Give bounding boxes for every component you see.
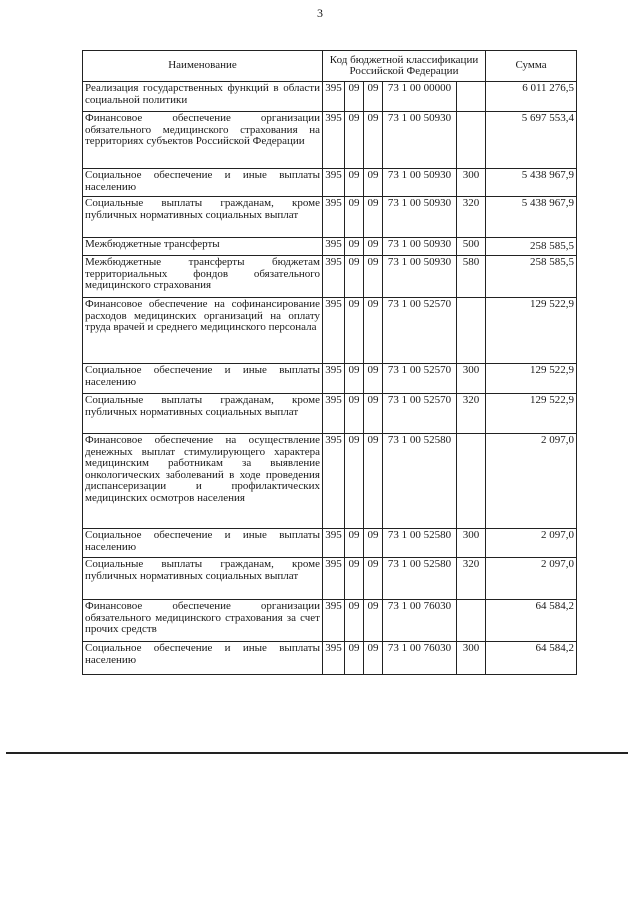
row-name: Финансовое обеспечение на софинансирование расходов медицинских организаций на оплату труда врачей и среднего медицинского персонала: [83, 298, 323, 364]
table-row: [83, 600, 577, 642]
row-gr: 395: [323, 642, 345, 675]
row-vr: [457, 298, 486, 364]
row-sum: 5 438 967,9: [486, 169, 577, 197]
row-csr: 73 1 00 52580: [383, 529, 457, 558]
row-rz: 09: [345, 600, 364, 642]
row-gr: 395: [323, 197, 345, 238]
row-vr: 500: [457, 238, 486, 256]
table-row: [83, 238, 577, 256]
row-sum: 6 011 276,5: [486, 82, 577, 112]
row-sum: 5 438 967,9: [486, 197, 577, 238]
row-name: Финансовое обеспечение организации обязательного медицинского страхования на территориях субъектов Российской Федерации: [83, 112, 323, 169]
row-pr: 09: [364, 558, 383, 600]
row-name: Социальные выплаты гражданам, кроме публичных нормативных социальных выплат: [83, 558, 323, 600]
row-pr: 09: [364, 600, 383, 642]
row-rz: 09: [345, 169, 364, 197]
row-sum: 2 097,0: [486, 558, 577, 600]
row-csr: 73 1 00 52580: [383, 434, 457, 529]
row-name: Социальное обеспечение и иные выплаты населению: [83, 364, 323, 394]
row-pr: 09: [364, 256, 383, 298]
row-rz: 09: [345, 394, 364, 434]
row-sum: 64 584,2: [486, 600, 577, 642]
row-pr: 09: [364, 112, 383, 169]
row-name: Финансовое обеспечение на осуществление денежных выплат стимулирующего характера медицинским работникам за выявление онкологических заболеваний в ходе проведения диспансеризации и профилактических медицинских осмотров населения: [83, 434, 323, 529]
row-rz: 09: [345, 256, 364, 298]
footer-divider: [6, 752, 628, 754]
row-sum: 2 097,0: [486, 529, 577, 558]
row-csr: 73 1 00 50930: [383, 197, 457, 238]
row-gr: 395: [323, 529, 345, 558]
row-gr: 395: [323, 434, 345, 529]
row-rz: 09: [345, 558, 364, 600]
row-rz: 09: [345, 82, 364, 112]
row-vr: 320: [457, 197, 486, 238]
row-name: Социальные выплаты гражданам, кроме публичных нормативных социальных выплат: [83, 197, 323, 238]
table-row: [83, 298, 577, 364]
row-gr: 395: [323, 394, 345, 434]
header-code: Код бюджетной классификации Российской Федерации: [323, 51, 486, 82]
row-csr: 73 1 00 52570: [383, 394, 457, 434]
row-name: Социальное обеспечение и иные выплаты населению: [83, 169, 323, 197]
table-row: [83, 529, 577, 558]
table-row: [83, 112, 577, 169]
row-gr: 395: [323, 600, 345, 642]
row-pr: 09: [364, 298, 383, 364]
table-header-row: [83, 51, 577, 82]
row-rz: 09: [345, 298, 364, 364]
row-rz: 09: [345, 112, 364, 169]
row-name: Социальное обеспечение и иные выплаты населению: [83, 642, 323, 675]
row-vr: 300: [457, 642, 486, 675]
table-row: [83, 82, 577, 112]
header-sum: Сумма: [486, 51, 577, 82]
row-rz: 09: [345, 197, 364, 238]
row-vr: [457, 82, 486, 112]
row-rz: 09: [345, 642, 364, 675]
row-csr: 73 1 00 76030: [383, 600, 457, 642]
row-pr: 09: [364, 364, 383, 394]
row-name: Межбюджетные трансферты: [83, 238, 323, 256]
row-csr: 73 1 00 00000: [383, 82, 457, 112]
table-row: [83, 169, 577, 197]
row-vr: 300: [457, 169, 486, 197]
row-gr: 395: [323, 82, 345, 112]
row-name: Социальное обеспечение и иные выплаты населению: [83, 529, 323, 558]
table-row: [83, 394, 577, 434]
row-sum: 129 522,9: [486, 298, 577, 364]
row-csr: 73 1 00 50930: [383, 238, 457, 256]
row-csr: 73 1 00 50930: [383, 256, 457, 298]
row-csr: 73 1 00 76030: [383, 642, 457, 675]
row-sum: 258 585,5: [486, 256, 577, 298]
row-pr: 09: [364, 434, 383, 529]
row-pr: 09: [364, 197, 383, 238]
row-rz: 09: [345, 529, 364, 558]
row-gr: 395: [323, 364, 345, 394]
row-vr: [457, 112, 486, 169]
table-row: [83, 256, 577, 298]
row-csr: 73 1 00 52580: [383, 558, 457, 600]
row-vr: 320: [457, 558, 486, 600]
row-csr: 73 1 00 50930: [383, 169, 457, 197]
row-vr: 580: [457, 256, 486, 298]
row-vr: 300: [457, 529, 486, 558]
row-vr: 320: [457, 394, 486, 434]
table-row: [83, 364, 577, 394]
row-name: Реализация государственных функций в области социальной политики: [83, 82, 323, 112]
row-csr: 73 1 00 52570: [383, 298, 457, 364]
row-pr: 09: [364, 642, 383, 675]
row-gr: 395: [323, 558, 345, 600]
header-name: Наименование: [83, 51, 323, 82]
row-gr: 395: [323, 112, 345, 169]
table-row: [83, 197, 577, 238]
row-name: Социальные выплаты гражданам, кроме публичных нормативных социальных выплат: [83, 394, 323, 434]
table-row: [83, 642, 577, 675]
budget-table: [82, 50, 577, 675]
row-gr: 395: [323, 256, 345, 298]
row-pr: 09: [364, 82, 383, 112]
row-vr: [457, 434, 486, 529]
row-pr: 09: [364, 238, 383, 256]
page-number: 3: [317, 6, 323, 20]
row-rz: 09: [345, 364, 364, 394]
row-vr: 300: [457, 364, 486, 394]
row-sum: 129 522,9: [486, 364, 577, 394]
row-sum: 258 585,5: [486, 238, 577, 256]
row-name: Финансовое обеспечение организации обязательного медицинского страхования за счет прочих средств: [83, 600, 323, 642]
row-csr: 73 1 00 52570: [383, 364, 457, 394]
row-vr: [457, 600, 486, 642]
row-pr: 09: [364, 529, 383, 558]
row-sum: 2 097,0: [486, 434, 577, 529]
row-sum: 64 584,2: [486, 642, 577, 675]
row-sum: 129 522,9: [486, 394, 577, 434]
row-gr: 395: [323, 298, 345, 364]
row-name: Межбюджетные трансферты бюджетам территориальных фондов обязательного медицинского страхования: [83, 256, 323, 298]
row-sum: 5 697 553,4: [486, 112, 577, 169]
row-rz: 09: [345, 238, 364, 256]
row-gr: 395: [323, 169, 345, 197]
table-row: [83, 558, 577, 600]
row-pr: 09: [364, 169, 383, 197]
table-row: [83, 434, 577, 529]
row-pr: 09: [364, 394, 383, 434]
row-csr: 73 1 00 50930: [383, 112, 457, 169]
row-rz: 09: [345, 434, 364, 529]
row-gr: 395: [323, 238, 345, 256]
